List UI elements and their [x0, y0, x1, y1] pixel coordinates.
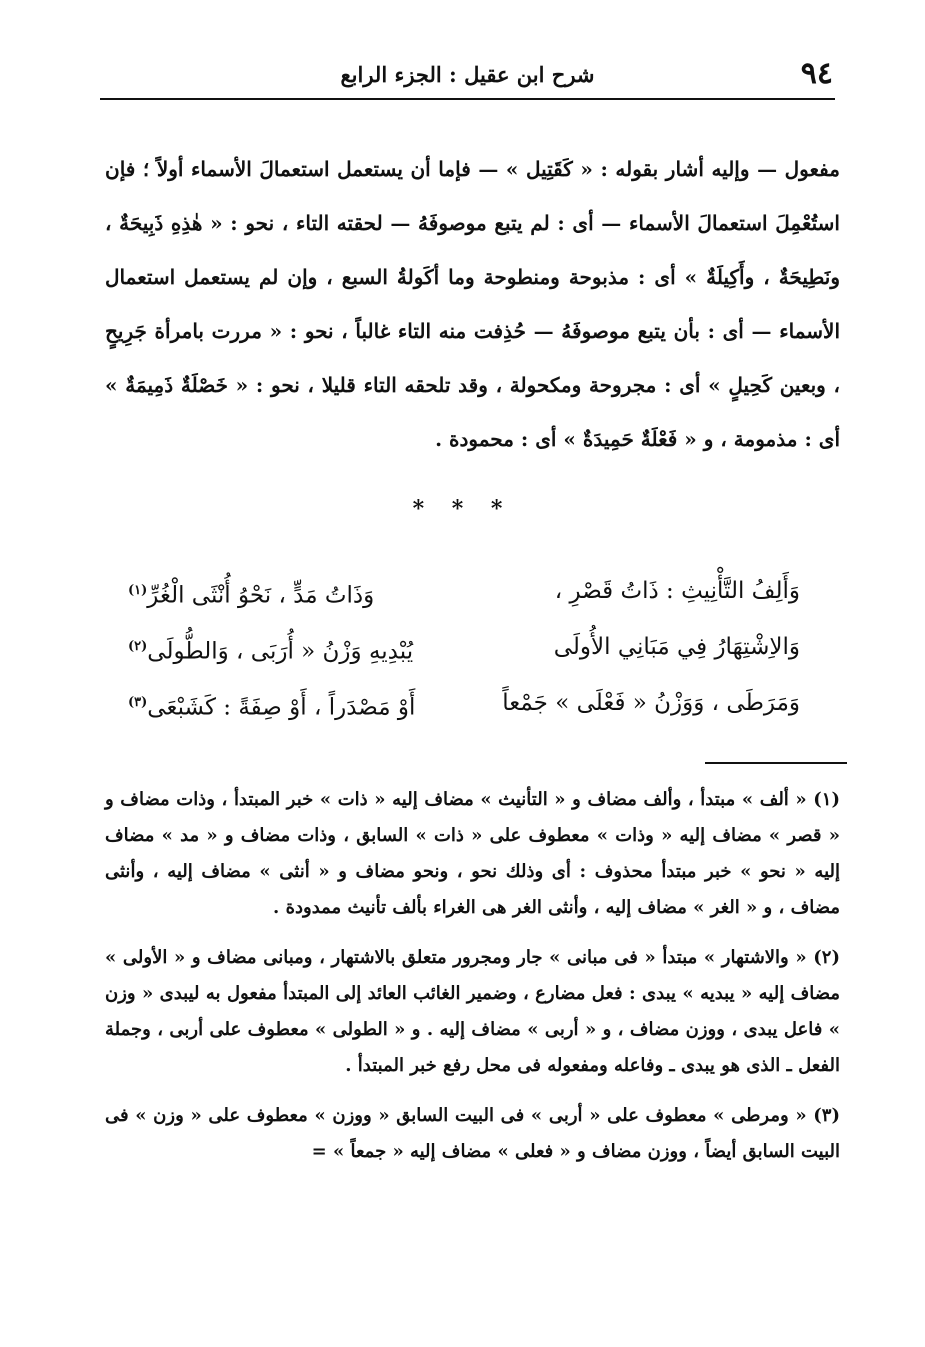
section-separator: * * *	[412, 496, 513, 522]
footnote-marker: (٢)	[128, 639, 148, 654]
page-header	[100, 50, 835, 100]
footnote: (٢) « والاشتهار » مبتدأ « فى مبانى » جار ومجرور متعلق بالاشتهار ، ومبانى مضاف و « الأولى » مضاف إليه « يبديه » يبدى : فعل مضارع ، وضمير الغائب العائد إلى المبتدأ مفعول به ليبدى « وزن » فاعل يبدى ، ووزن مضاف ، و « أربى » مضاف إليه . و « الطولى » معطوف على أربى ، وجملة الفعل ـ الذى هو يبدى ـ وفاعله ومفعوله فى محل رفع خبر المبتدأ .	[105, 947, 840, 1076]
verse-line	[128, 619, 800, 675]
verse-first-hemistich: وَالاِشْتِهَارُ فِي مَبَانِي الأُولَى	[553, 634, 800, 660]
commentary-paragraph: مفعول — وإليه أشار بقوله : « كَقَتِيل » — فإما أن يستعمل استعمالَ الأسماء أولاً ؛ فإن استُعْمِلَ استعمالَ الأسماء — أى : لم يتبع موصوفَهُ — لحقته التاء ، نحو : « هٰذِهِ ذَبِيحَةٌ ، ونَطِيحَةٌ ، وأَكِيلَةٌ » أى : مذبوحة ومنطوحة وما أكَولةُ السبع ، وإن لم يستعمل استعمال الأسماء — أى : بأن يتبع موصوفَهُ — حُذِفت منه التاء غالباً ، نحو : « مررت بامرأة جَرِيحٍ ، وبعين كَحِيلٍ » أى : مجروحة ومكحولة ، وقد تلحقه التاء قليلا ، نحو : « خَصْلَةٌ ذَمِيمَةٌ » أى : مذمومة ، و « فَعْلَةٌ حَمِيدَةٌ » أى : محمودة .	[105, 157, 840, 451]
verse-second-hemistich: يُبْدِيهِ وَزْنُ « أُرَبَى ، وَالطُّولَى	[147, 638, 414, 665]
verse-first-hemistich: وَأَلِفُ التَّأْنِيثِ : ذَاتُ قَصْرِ ،	[554, 578, 800, 604]
poem-verses	[128, 563, 800, 731]
footnotes	[105, 782, 840, 1184]
verse-line	[128, 675, 800, 731]
footnote-marker: (١)	[128, 583, 148, 598]
page-number: ٩٤	[800, 56, 833, 91]
verse-second-hemistich: أَوْ مَصْدَراً ، أَوْ صِفَةً : كَشَبْعَى	[147, 694, 416, 721]
footnote: (١) « ألف » مبتدأ ، وألف مضاف و « التأنيث » مضاف إليه « ذات » خبر المبتدأ ، وذات مضاف و « قصر » مضاف إليه « وذات » معطوف على « ذات » السابق ، وذات مضاف و « مد » مضاف إليه « نحو » خبر مبتدأ محذوف : أى وذلك نحو ، ونحو مضاف و « أنثى » مضاف إليه ، وأنثى مضاف ، و « الغر » مضاف إليه ، وأنثى الغر هى الغراء بألف تأنيث ممدودة .	[105, 789, 840, 918]
verse-line	[128, 563, 800, 619]
footnote-marker: (٣)	[128, 695, 148, 710]
verse-first-hemistich: وَمَرَطَى ، وَوَزْنُ « فَعْلَى » جَمْعاً	[502, 690, 800, 716]
running-title: شرح ابن عقيل : الجزء الرابع	[340, 62, 595, 87]
verse-second-hemistich: وَذَاتُ مَدٍّ ، نَحْوُ أُنْثَى الْغُرِّ	[147, 582, 375, 609]
footnote-divider	[705, 762, 847, 764]
footnote: (٣) « ومرطى » معطوف على « أربى » فى البيت السابق « ووزن » معطوف على « وزن » فى البيت السابق أيضاً ، ووزن مضاف و « فعلى » مضاف إليه « جمعاً » =	[105, 1105, 840, 1162]
